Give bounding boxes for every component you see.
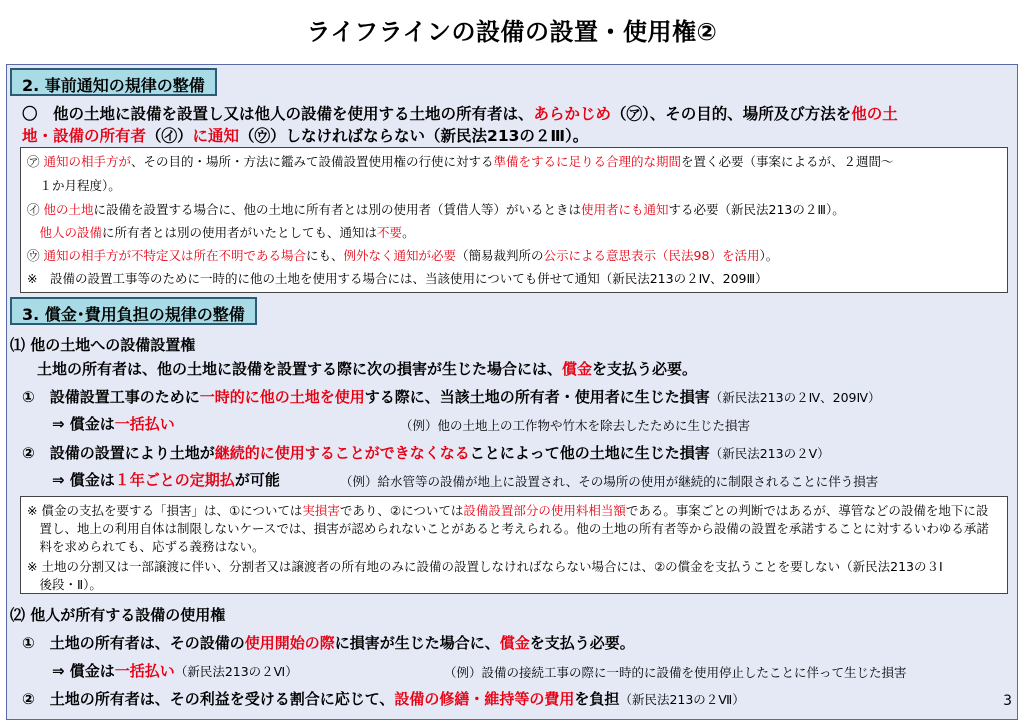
sub1-notes-box	[20, 496, 1008, 594]
text-run: ⇒ 償金は	[52, 471, 115, 489]
note-a-line1	[27, 152, 894, 170]
text-run: 、その目的・場所・方法に鑑みて設備設置使用権の行使に対する	[131, 154, 494, 169]
text-run: 実損害	[302, 503, 340, 518]
text-run: 。	[402, 225, 415, 240]
sub2-item1	[22, 632, 635, 653]
text-run: 例外なく通知が必要	[343, 248, 457, 263]
sub1-note1-line2	[27, 519, 989, 537]
text-run: 土地の所有者は、他の土地に設備を設置する際に次の損害が生じた場合には、	[22, 360, 563, 378]
text-run: 使用者にも通知	[581, 202, 669, 217]
text-run: 他人の設備	[39, 225, 103, 240]
text-run: であり、②については	[339, 503, 464, 518]
sub1-note2-line1	[27, 557, 943, 575]
sub1-heading: ⑴ 他の土地への設備設置権	[10, 336, 196, 354]
text-run: 一時的に他の土地を使用	[199, 388, 365, 406]
text-run: ※ 償金の支払を要する「損害」は、①については	[27, 503, 303, 518]
sub2-heading: ⑵ 他人が所有する設備の使用権	[10, 606, 226, 624]
text-run: を負担	[574, 690, 620, 708]
text-run: ㋐	[27, 154, 44, 169]
text-run: 準備をするに足りる合理的な期間	[493, 154, 682, 169]
text-run: ⇒ 償金は	[52, 415, 115, 433]
text-run	[27, 225, 40, 240]
text-run: ）。	[759, 248, 779, 263]
section2-heading: 2. 事前通知の規律の整備	[10, 68, 217, 96]
text-run: する際に、当該土地の所有者・使用者に生じた損害	[364, 388, 710, 406]
sub1-note1-line3	[27, 537, 265, 555]
text-run: ㋒	[27, 248, 44, 263]
text-run: に損害が生じた場合に、	[334, 634, 500, 652]
text-run: を支払う必要。	[529, 634, 635, 652]
text-run: 後段・Ⅱ）。	[27, 577, 102, 592]
note-b-line1	[27, 200, 845, 218]
text-run: 継続的に使用することができなくなる	[214, 444, 470, 462]
note-c-line	[27, 246, 778, 264]
sub1-note2-line2	[27, 575, 102, 593]
sub1-item1	[22, 386, 881, 407]
text-run: 料を求められても、応ずる義務はない。	[27, 539, 265, 554]
text-run: 他の土	[851, 105, 898, 123]
text-run: ② 土地の所有者は、その利益を受ける割合に応じて、	[22, 690, 395, 708]
text-run: 通知の相手方が不特定又は所在不明である場合	[43, 248, 306, 263]
text-run: （新民法213の２Ⅳ、209Ⅳ）	[709, 390, 881, 405]
note-a-line2	[27, 176, 121, 194]
sub2-item1-result	[52, 660, 298, 681]
text-run: にも、	[306, 248, 344, 263]
text-run: 地・設備の所有者	[22, 127, 147, 145]
text-run: に設備を設置する場合に、他の土地に所有者とは別の使用者（賃借人等）がいるときは	[93, 202, 582, 217]
sub2-item1-example: （例）設備の接続工事の際に一時的に設備を使用停止したことに伴って生じた損害	[444, 665, 907, 680]
text-run: 設備の修繕・維持等の費用	[394, 690, 575, 708]
text-run: ② 設備の設置により土地が	[22, 444, 215, 462]
sub2-item2	[22, 688, 745, 709]
text-run: （㋑）	[146, 127, 193, 145]
text-run: 置し、地上の利用自体は制限しないケースでは、損害が認められないことがあると考えられる。他の土地の所有者等から設備の設置を承諾することに対するいわゆる承諾	[27, 521, 989, 536]
sub1-item1-result	[52, 413, 175, 434]
text-run: あらかじめ	[533, 105, 612, 123]
text-run: 使用開始の際	[244, 634, 335, 652]
text-run: ㋑	[27, 202, 44, 217]
text-run: （㋒）しなければならない（新民法213の２Ⅲ）。	[239, 127, 589, 145]
section3-heading: 3. 償金･費用負担の規律の整備	[10, 297, 257, 325]
text-run: が可能	[234, 471, 280, 489]
text-run: ※ 土地の分割又は一部譲渡に伴い、分割者又は譲渡者の所有地のみに設備の設置しなければならない場合には、②の償金を支払うことを要しない（新民法213の３Ⅰ	[27, 559, 943, 574]
page-number: 3	[1003, 693, 1012, 709]
text-run: ⇒ 償金は	[52, 662, 115, 680]
text-run: を置く必要（事案によるが、２週間～	[681, 154, 894, 169]
text-run: 償金	[562, 360, 593, 378]
text-run: 公示による意思表示（民法98）を活用	[543, 248, 760, 263]
text-run: １年ごとの定期払	[114, 471, 235, 489]
text-run: （簡易裁判所の	[456, 248, 544, 263]
text-run: する必要（新民法213の２Ⅲ）。	[668, 202, 845, 217]
text-run: ① 土地の所有者は、その設備の	[22, 634, 245, 652]
text-run: 不要	[377, 225, 403, 240]
note-b-line2	[27, 223, 415, 241]
sub1-intro	[22, 358, 697, 379]
text-run: に所有者とは別の使用者がいたとしても、通知は	[102, 225, 378, 240]
sub1-note1-line1	[27, 501, 988, 519]
text-run: （㋐）、その目的、場所及び方法を	[611, 105, 852, 123]
text-run: （新民法213の２Ⅴ）	[709, 446, 830, 461]
text-run: 一括払い	[114, 415, 175, 433]
page-title: ライフラインの設備の設置・使用権②	[306, 18, 718, 46]
text-run: （新民法213の２Ⅶ）	[619, 692, 745, 707]
text-run: 通知の相手方が	[43, 154, 131, 169]
text-run: ことによって他の土地に生じた損害	[469, 444, 710, 462]
text-run: ① 設備設置工事のために	[22, 388, 200, 406]
section2-intro-line1	[22, 102, 898, 124]
sub1-item2	[22, 442, 830, 463]
text-run: （新民法213の２Ⅵ）	[174, 664, 298, 679]
sub1-item2-result	[52, 469, 280, 490]
sub1-item2-example: （例）給水管等の設備が地上に設置され、その場所の使用が継続的に制限されることに伴う損害	[340, 474, 879, 489]
text-run: 償金	[499, 634, 530, 652]
section2-intro-line2	[22, 124, 588, 146]
text-run: ※ 設備の設置工事等のために一時的に他の土地を使用する場合には、当該使用についても併せて通知（新民法213の２Ⅳ、209Ⅲ）	[27, 271, 768, 286]
note-asterisk-line	[27, 269, 768, 287]
text-run: 設備設置部分の使用料相当額	[463, 503, 626, 518]
text-run: 一括払い	[114, 662, 175, 680]
section2-notes-box	[20, 147, 1008, 293]
text-run: に通知	[192, 127, 240, 145]
text-run: を支払う必要。	[592, 360, 698, 378]
text-run: １か月程度）。	[27, 178, 121, 193]
text-run: 他の土地	[43, 202, 94, 217]
text-run: 〇 他の土地に設備を設置し又は他人の設備を使用する土地の所有者は、	[22, 105, 534, 123]
text-run: である。事案ごとの判断ではあるが、導管などの設備を地下に設	[625, 503, 989, 518]
sub1-item1-example: （例）他の土地上の工作物や竹木を除去したために生じた損害	[400, 418, 751, 433]
